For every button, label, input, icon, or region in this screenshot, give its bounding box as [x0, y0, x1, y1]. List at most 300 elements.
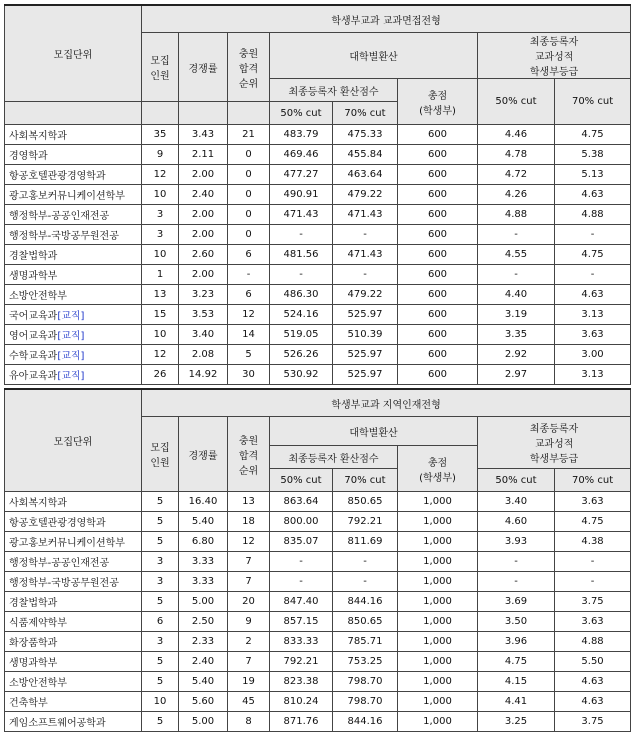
cell-total: 1,000: [398, 612, 478, 632]
cell-total: 600: [398, 125, 478, 145]
cell-quota: 10: [142, 692, 179, 712]
cell-quota: 10: [142, 245, 179, 265]
cell-rank: 8: [228, 712, 270, 732]
cell-unit: [5, 225, 142, 245]
cell-c70: 475.33: [333, 125, 398, 145]
cell-g70: 5.13: [555, 165, 631, 185]
cell-c70: 525.97: [333, 345, 398, 365]
cell-quota: 5: [142, 652, 179, 672]
cell-g50: 2.92: [478, 345, 555, 365]
cell-g50: 4.55: [478, 245, 555, 265]
cell-comp: 2.00: [179, 265, 228, 285]
unit-name: 광고홍보커뮤니케이션학부: [9, 538, 125, 549]
cell-unit: [5, 205, 142, 225]
header-unit: 모집단위: [5, 5, 142, 102]
cell-g70: 4.63: [555, 672, 631, 692]
unit-name: 행정학부-공공인재전공: [9, 211, 110, 222]
cell-comp: 5.00: [179, 592, 228, 612]
header-total-label: 총점 (학생부): [419, 457, 456, 484]
cell-c50: 863.64: [270, 492, 333, 512]
cell-unit: [5, 285, 142, 305]
table-row: [5, 265, 631, 285]
header-grade-50: 50% cut: [478, 79, 555, 125]
cell-comp: 5.00: [179, 712, 228, 732]
cell-rank: 13: [228, 492, 270, 512]
cell-unit: [5, 265, 142, 285]
table-row: [5, 712, 631, 732]
cell-g50: 4.78: [478, 145, 555, 165]
header-competition: 경쟁률: [179, 417, 228, 492]
cell-total: 600: [398, 145, 478, 165]
table-row: [5, 512, 631, 532]
cell-unit: [5, 632, 142, 652]
cell-total: 1,000: [398, 692, 478, 712]
cell-rank: 12: [228, 305, 270, 325]
admission-table-interview: [4, 4, 631, 385]
header-grade-70: 70% cut: [555, 469, 631, 492]
cell-total: 1,000: [398, 672, 478, 692]
cell-unit: [5, 145, 142, 165]
cell-rank: 20: [228, 592, 270, 612]
header-total: [398, 79, 478, 125]
cell-c70: -: [333, 572, 398, 592]
cell-c50: 530.92: [270, 365, 333, 385]
header-spacer: [142, 102, 179, 125]
cell-c50: 857.15: [270, 612, 333, 632]
table-row: [5, 305, 631, 325]
unit-name: 국어교육과: [9, 311, 58, 322]
cell-total: 1,000: [398, 492, 478, 512]
cell-c70: 798.70: [333, 692, 398, 712]
table-row: [5, 692, 631, 712]
cell-c50: 524.16: [270, 305, 333, 325]
table-row: [5, 165, 631, 185]
unit-name: 경찰법학과: [9, 598, 58, 609]
unit-name: 경영학과: [9, 151, 48, 162]
cell-c70: 811.69: [333, 532, 398, 552]
cell-total: 600: [398, 165, 478, 185]
cell-comp: 5.40: [179, 512, 228, 532]
header-spacer: [5, 102, 142, 125]
cell-g50: 3.35: [478, 325, 555, 345]
cell-c50: 792.21: [270, 652, 333, 672]
cell-c70: 798.70: [333, 672, 398, 692]
cell-quota: 5: [142, 672, 179, 692]
cell-quota: 3: [142, 632, 179, 652]
cell-c50: 486.30: [270, 285, 333, 305]
cell-unit: [5, 345, 142, 365]
table-title: 학생부교과 교과면접전형: [142, 5, 631, 33]
header-spacer: [179, 102, 228, 125]
header-grade-50: 50% cut: [478, 469, 555, 492]
cell-rank: 5: [228, 345, 270, 365]
cell-total: 1,000: [398, 552, 478, 572]
cell-quota: 9: [142, 145, 179, 165]
cell-rank: 6: [228, 245, 270, 265]
cell-rank: 7: [228, 572, 270, 592]
cell-comp: 5.60: [179, 692, 228, 712]
header-conv-70: 70% cut: [333, 469, 398, 492]
cell-rank: 2: [228, 632, 270, 652]
cell-c70: 455.84: [333, 145, 398, 165]
table-row: [5, 205, 631, 225]
cell-c70: 753.25: [333, 652, 398, 672]
cell-quota: 6: [142, 612, 179, 632]
unit-name: 건축학부: [9, 698, 48, 709]
unit-name: 행정학부-국방공무원전공: [9, 578, 119, 589]
cell-rank: 0: [228, 165, 270, 185]
cell-rank: 7: [228, 652, 270, 672]
cell-total: 1,000: [398, 632, 478, 652]
cell-unit: [5, 325, 142, 345]
unit-name: 게임소프트웨어공학과: [9, 718, 106, 729]
cell-quota: 3: [142, 572, 179, 592]
cell-quota: 12: [142, 165, 179, 185]
header-conv-70: 70% cut: [333, 102, 398, 125]
cell-quota: 13: [142, 285, 179, 305]
cell-unit: [5, 692, 142, 712]
cell-total: 600: [398, 225, 478, 245]
cell-g50: 3.96: [478, 632, 555, 652]
cell-unit: [5, 652, 142, 672]
cell-total: 600: [398, 265, 478, 285]
cell-g70: 4.88: [555, 632, 631, 652]
cell-c50: 471.43: [270, 205, 333, 225]
header-quota: [142, 417, 179, 492]
cell-comp: 16.40: [179, 492, 228, 512]
header-final-grade-label: 최종등록자 교과성적 학생부등급: [529, 424, 579, 465]
cell-g70: 3.00: [555, 345, 631, 365]
cell-rank: 14: [228, 325, 270, 345]
cell-comp: 2.33: [179, 632, 228, 652]
table-row: [5, 592, 631, 612]
unit-name: 유아교육과: [9, 371, 58, 382]
unit-name: 식품제약학부: [9, 618, 67, 629]
cell-quota: 3: [142, 225, 179, 245]
cell-c50: 835.07: [270, 532, 333, 552]
cell-c70: -: [333, 265, 398, 285]
header-competition: 경쟁률: [179, 33, 228, 102]
cell-c50: 519.05: [270, 325, 333, 345]
cell-unit: [5, 365, 142, 385]
cell-unit: [5, 512, 142, 532]
unit-name: 행정학부-국방공무원전공: [9, 231, 119, 242]
cell-comp: 2.50: [179, 612, 228, 632]
header-total-label: 총점 (학생부): [419, 90, 456, 117]
cell-c50: 810.24: [270, 692, 333, 712]
cell-unit: [5, 125, 142, 145]
table-row: [5, 532, 631, 552]
cell-comp: 2.00: [179, 225, 228, 245]
cell-quota: 5: [142, 592, 179, 612]
cell-g70: 3.63: [555, 612, 631, 632]
cell-c50: 871.76: [270, 712, 333, 732]
cell-c70: 510.39: [333, 325, 398, 345]
cell-g50: 4.75: [478, 652, 555, 672]
table-row: [5, 612, 631, 632]
header-quota-label: 모집 인원: [150, 56, 170, 82]
cell-total: 600: [398, 365, 478, 385]
cell-quota: 15: [142, 305, 179, 325]
table-row: [5, 125, 631, 145]
cell-g50: 4.41: [478, 692, 555, 712]
table-row: [5, 492, 631, 512]
cell-g50: 4.26: [478, 185, 555, 205]
cell-c50: 477.27: [270, 165, 333, 185]
table-body: [5, 125, 631, 385]
cell-g70: 3.63: [555, 325, 631, 345]
teaching-track-badge: [교직]: [57, 311, 85, 322]
cell-g70: 4.75: [555, 125, 631, 145]
cell-g70: 3.13: [555, 305, 631, 325]
cell-c70: 463.64: [333, 165, 398, 185]
cell-rank: 9: [228, 612, 270, 632]
cell-rank: -: [228, 265, 270, 285]
cell-total: 1,000: [398, 712, 478, 732]
header-final-grade-label: 최종등록자 교과성적 학생부등급: [529, 37, 579, 78]
cell-quota: 3: [142, 205, 179, 225]
cell-c50: 823.38: [270, 672, 333, 692]
cell-unit: [5, 492, 142, 512]
cell-total: 600: [398, 245, 478, 265]
cell-g50: 4.60: [478, 512, 555, 532]
cell-c70: -: [333, 552, 398, 572]
cell-rank: 30: [228, 365, 270, 385]
cell-rank: 12: [228, 532, 270, 552]
cell-rank: 0: [228, 145, 270, 165]
table-row: [5, 345, 631, 365]
cell-g50: 3.93: [478, 532, 555, 552]
cell-total: 1,000: [398, 592, 478, 612]
cell-rank: 7: [228, 552, 270, 572]
unit-name: 생명과학부: [9, 658, 58, 669]
table-row: [5, 225, 631, 245]
cell-g70: 5.38: [555, 145, 631, 165]
cell-c70: 525.97: [333, 305, 398, 325]
cell-c50: 481.56: [270, 245, 333, 265]
cell-g70: 3.63: [555, 492, 631, 512]
header-rank: [228, 417, 270, 492]
cell-g50: 3.69: [478, 592, 555, 612]
cell-g70: -: [555, 572, 631, 592]
cell-rank: 6: [228, 285, 270, 305]
unit-name: 사회복지학과: [9, 498, 67, 509]
cell-c70: 850.65: [333, 612, 398, 632]
unit-name: 항공호텔관광경영학과: [9, 518, 106, 529]
cell-g70: 4.63: [555, 285, 631, 305]
cell-quota: 5: [142, 492, 179, 512]
cell-c70: 471.43: [333, 205, 398, 225]
cell-c50: -: [270, 552, 333, 572]
cell-c70: 479.22: [333, 185, 398, 205]
header-conv-50: 50% cut: [270, 469, 333, 492]
cell-quota: 12: [142, 345, 179, 365]
table-row: [5, 365, 631, 385]
unit-name: 사회복지학과: [9, 131, 67, 142]
header-grade-70: 70% cut: [555, 79, 631, 125]
header-final-grade: [478, 33, 631, 79]
teaching-track-badge: [교직]: [57, 331, 85, 342]
cell-total: 600: [398, 285, 478, 305]
cell-c50: -: [270, 572, 333, 592]
cell-g50: -: [478, 552, 555, 572]
cell-quota: 1: [142, 265, 179, 285]
cell-quota: 10: [142, 185, 179, 205]
header-quota-label: 모집 인원: [150, 443, 170, 469]
cell-g70: -: [555, 225, 631, 245]
cell-c50: 483.79: [270, 125, 333, 145]
cell-c50: 490.91: [270, 185, 333, 205]
cell-c70: 525.97: [333, 365, 398, 385]
cell-c50: 800.00: [270, 512, 333, 532]
cell-c70: 844.16: [333, 712, 398, 732]
table-row: [5, 652, 631, 672]
cell-g70: -: [555, 265, 631, 285]
cell-quota: 26: [142, 365, 179, 385]
cell-quota: 35: [142, 125, 179, 145]
cell-c70: 844.16: [333, 592, 398, 612]
cell-total: 1,000: [398, 512, 478, 532]
cell-g50: 2.97: [478, 365, 555, 385]
cell-c70: -: [333, 225, 398, 245]
cell-comp: 3.23: [179, 285, 228, 305]
table-row: [5, 552, 631, 572]
header-quota: [142, 33, 179, 102]
cell-c50: -: [270, 265, 333, 285]
header-final-conv: 최종등록자 환산점수: [270, 446, 398, 469]
cell-total: 600: [398, 325, 478, 345]
cell-comp: 2.40: [179, 652, 228, 672]
header-final-conv: 최종등록자 환산점수: [270, 79, 398, 102]
cell-total: 600: [398, 205, 478, 225]
cell-comp: 2.40: [179, 185, 228, 205]
cell-g70: 4.63: [555, 185, 631, 205]
table-row: [5, 245, 631, 265]
cell-g50: 4.88: [478, 205, 555, 225]
cell-g70: 4.75: [555, 512, 631, 532]
cell-c50: 469.46: [270, 145, 333, 165]
cell-comp: 2.00: [179, 205, 228, 225]
cell-rank: 19: [228, 672, 270, 692]
cell-comp: 3.33: [179, 572, 228, 592]
teaching-track-badge: [교직]: [57, 351, 85, 362]
cell-rank: 0: [228, 225, 270, 245]
cell-c70: 785.71: [333, 632, 398, 652]
cell-g50: 4.15: [478, 672, 555, 692]
cell-c70: 850.65: [333, 492, 398, 512]
header-rank: [228, 33, 270, 102]
cell-comp: 2.60: [179, 245, 228, 265]
unit-name: 소방안전학부: [9, 678, 67, 689]
cell-g70: 4.88: [555, 205, 631, 225]
cell-comp: 14.92: [179, 365, 228, 385]
cell-g50: 3.40: [478, 492, 555, 512]
cell-comp: 3.43: [179, 125, 228, 145]
cell-quota: 5: [142, 532, 179, 552]
cell-comp: 2.11: [179, 145, 228, 165]
cell-comp: 5.40: [179, 672, 228, 692]
cell-unit: [5, 165, 142, 185]
cell-quota: 5: [142, 712, 179, 732]
cell-c50: 526.26: [270, 345, 333, 365]
cell-g50: 3.19: [478, 305, 555, 325]
unit-name: 생명과학부: [9, 271, 58, 282]
cell-rank: 0: [228, 205, 270, 225]
table-row: [5, 672, 631, 692]
header-univ-conv: 대학별환산: [270, 417, 478, 446]
cell-g70: -: [555, 552, 631, 572]
cell-rank: 45: [228, 692, 270, 712]
header-spacer: [228, 102, 270, 125]
cell-unit: [5, 305, 142, 325]
table-row: [5, 325, 631, 345]
cell-comp: 3.53: [179, 305, 228, 325]
cell-g70: 5.50: [555, 652, 631, 672]
cell-g50: 4.72: [478, 165, 555, 185]
cell-g50: 4.46: [478, 125, 555, 145]
cell-unit: [5, 572, 142, 592]
table-row: [5, 632, 631, 652]
cell-unit: [5, 185, 142, 205]
cell-c50: 833.33: [270, 632, 333, 652]
cell-g70: 3.75: [555, 592, 631, 612]
header-final-grade: [478, 417, 631, 469]
cell-g70: 3.13: [555, 365, 631, 385]
header-univ-conv: 대학별환산: [270, 33, 478, 79]
cell-g50: 3.50: [478, 612, 555, 632]
header-rank-label: 충원 합격 순위: [238, 435, 259, 477]
unit-name: 화장품학과: [9, 638, 58, 649]
unit-name: 행정학부-공공인재전공: [9, 558, 110, 569]
header-conv-50: 50% cut: [270, 102, 333, 125]
cell-unit: [5, 612, 142, 632]
unit-name: 영어교육과: [9, 331, 58, 342]
cell-unit: [5, 532, 142, 552]
cell-g50: -: [478, 572, 555, 592]
cell-total: 600: [398, 305, 478, 325]
header-unit: 모집단위: [5, 389, 142, 492]
cell-comp: 6.80: [179, 532, 228, 552]
cell-c70: 792.21: [333, 512, 398, 532]
table-title: 학생부교과 지역인재전형: [142, 389, 631, 417]
cell-c50: -: [270, 225, 333, 245]
unit-name: 광고홍보커뮤니케이션학부: [9, 191, 125, 202]
cell-total: 600: [398, 345, 478, 365]
cell-c70: 471.43: [333, 245, 398, 265]
cell-g70: 4.38: [555, 532, 631, 552]
cell-g50: -: [478, 225, 555, 245]
teaching-track-badge: [교직]: [57, 371, 85, 382]
cell-total: 1,000: [398, 532, 478, 552]
cell-total: 1,000: [398, 572, 478, 592]
cell-g50: 3.25: [478, 712, 555, 732]
cell-rank: 21: [228, 125, 270, 145]
admission-table-regional: [4, 388, 631, 732]
cell-comp: 2.00: [179, 165, 228, 185]
cell-g70: 3.75: [555, 712, 631, 732]
cell-unit: [5, 592, 142, 612]
cell-quota: 3: [142, 552, 179, 572]
unit-name: 경찰법학과: [9, 251, 58, 262]
cell-comp: 3.40: [179, 325, 228, 345]
header-total: [398, 446, 478, 492]
cell-unit: [5, 672, 142, 692]
header-rank-label: 충원 합격 순위: [238, 48, 259, 90]
cell-g70: 4.75: [555, 245, 631, 265]
cell-c50: 847.40: [270, 592, 333, 612]
table-row: [5, 145, 631, 165]
cell-quota: 10: [142, 325, 179, 345]
